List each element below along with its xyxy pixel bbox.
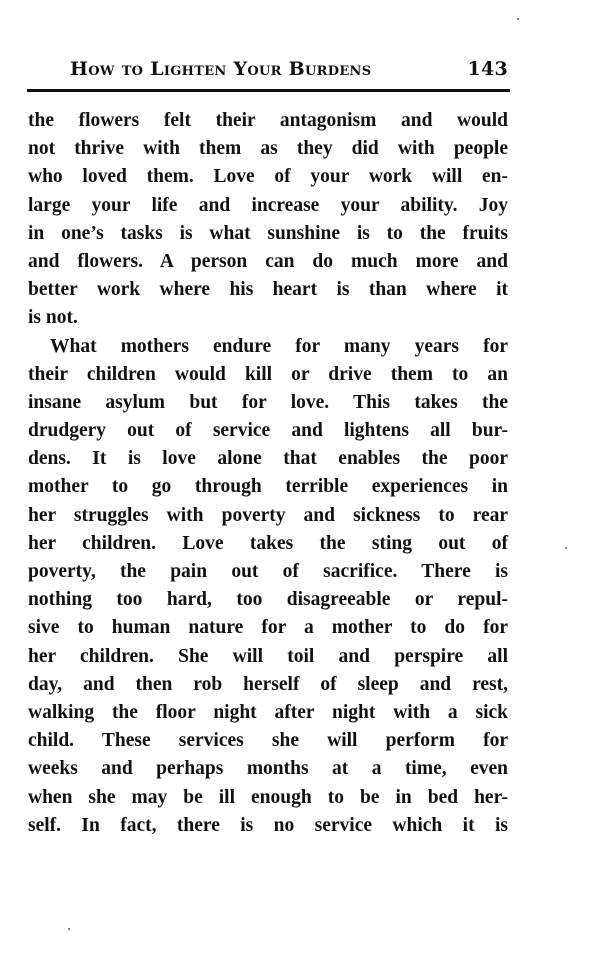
text-line: self. In fact, there is no service which it is [28,814,508,836]
text-line: who loved them. Love of your work will en- [28,166,508,188]
scan-speck [517,18,519,20]
text-line: her children. Love takes the sting out of [28,532,508,554]
text-line: large your life and increase your ability. Joy [28,194,508,216]
text-line: and flowers. A person can do much more and [28,250,508,272]
text-line: in one’s tasks is what sunshine is to the fruits [28,222,508,244]
page-body-text [28,107,508,840]
scan-speck [565,547,567,549]
text-line: her children. She will toil and perspire all [28,645,508,667]
text-line: day, and then rob herself of sleep and rest, [28,673,508,695]
scan-speck [68,928,70,930]
text-line: child. These services she will perform for [28,730,508,752]
text-line: poverty, the pain out of sacrifice. There is [28,561,508,582]
text-line: mother to go through terrible experiences in [28,476,508,498]
header-rule [27,89,510,92]
text-line: walking the floor night after night with a sick [28,701,508,723]
text-line: weeks and perhaps months at a time, even [28,758,508,780]
text-line: her struggles with poverty and sickness to rear [28,504,508,526]
running-header [70,58,508,84]
text-line: better work where his heart is than where it [28,279,508,301]
running-title: How to Lighten Your Burdens [70,58,372,80]
text-line: their children would kill or drive them to an [28,363,508,385]
page-number: 143 [467,58,508,80]
text-line: drudgery out of service and lightens all bur- [28,420,508,442]
text-line: insane asylum but for love. This takes the [28,391,508,413]
text-line: the flowers felt their antagonism and would [28,110,508,131]
text-line: dens. It is love alone that enables the poor [28,448,508,470]
text-line: What mothers endure for many years for [50,335,508,357]
text-line: sive to human nature for a mother to do for [28,617,508,639]
text-line: is not. [28,307,78,329]
text-line: when she may be ill enough to be in bed her- [28,786,508,808]
text-line: not thrive with them as they did with people [28,138,508,160]
text-line: nothing too hard, too disagreeable or repul- [28,589,508,611]
